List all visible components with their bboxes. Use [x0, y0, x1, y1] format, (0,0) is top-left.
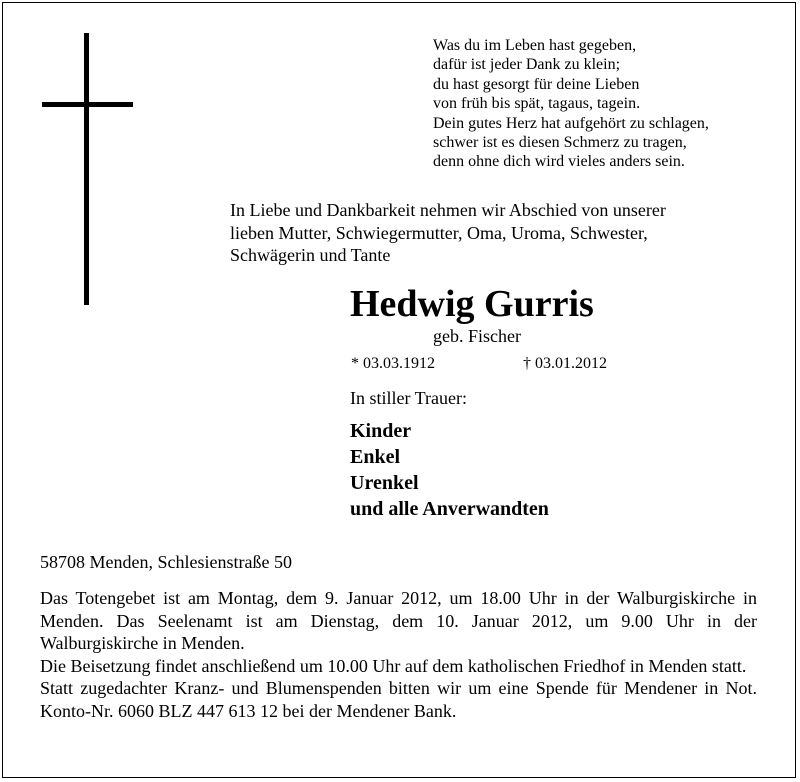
details-paragraph: Das Totengebet ist am Montag, dem 9. Januar 2012, um 18.00 Uhr in der Walburgiskirche in Menden. Das Seelenamt ist am Dienstag, dem 10. Januar 2012, um 9.00 Uhr in der Walburgiskirche in Menden.	[40, 588, 757, 653]
service-details	[40, 587, 757, 722]
maiden-name: geb. Fischer	[433, 326, 521, 346]
mourner-item: Kinder	[350, 420, 412, 442]
death-date: † 03.01.2012	[523, 355, 607, 372]
poem-line: Was du im Leben hast gegeben,	[433, 37, 637, 54]
cross-vertical-bar	[84, 33, 89, 305]
details-paragraph: Statt zugedachter Kranz- und Blumenspenden bitten wir um eine Spende für Mendener in Not. Konto-Nr. 6060 BLZ 447 613 12 bei der Mendener Bank.	[40, 678, 757, 721]
poem-line: du hast gesorgt für deine Lieben	[433, 75, 640, 93]
poem-line: schwer ist es diesen Schmerz zu tragen,	[433, 134, 687, 152]
mourner-item: Urenkel	[350, 472, 419, 494]
poem-line: von früh bis spät, tagaus, tagein.	[433, 95, 641, 113]
poem-line: denn ohne dich wird vieles anders sein.	[433, 153, 685, 171]
birth-date: * 03.03.1912	[351, 355, 435, 372]
poem-line: Dein gutes Herz hat aufgehört zu schlagen,	[433, 114, 709, 132]
mourner-item: und alle Anverwandten	[350, 498, 549, 520]
mourners-list	[350, 418, 549, 522]
intro-line: In Liebe und Dankbarkeit nehmen wir Abschied von unserer	[230, 200, 666, 220]
mourning-label: In stiller Trauer:	[350, 388, 467, 408]
intro-text	[230, 199, 666, 267]
mourner-item: Enkel	[350, 446, 401, 468]
details-paragraph: Die Beisetzung findet anschließend um 10.00 Uhr auf dem katholischen Friedhof in Menden statt.	[40, 655, 747, 676]
intro-line: Schwägerin und Tante	[230, 245, 391, 265]
deceased-name: Hedwig Gurris	[350, 283, 594, 325]
cross-horizontal-bar	[42, 102, 133, 107]
intro-line: lieben Mutter, Schwiegermutter, Oma, Uroma, Schwester,	[230, 222, 648, 243]
address: 58708 Menden, Schlesienstraße 50	[40, 552, 292, 572]
poem-line: dafür ist jeder Dank zu klein;	[433, 56, 621, 74]
poem	[433, 36, 709, 172]
